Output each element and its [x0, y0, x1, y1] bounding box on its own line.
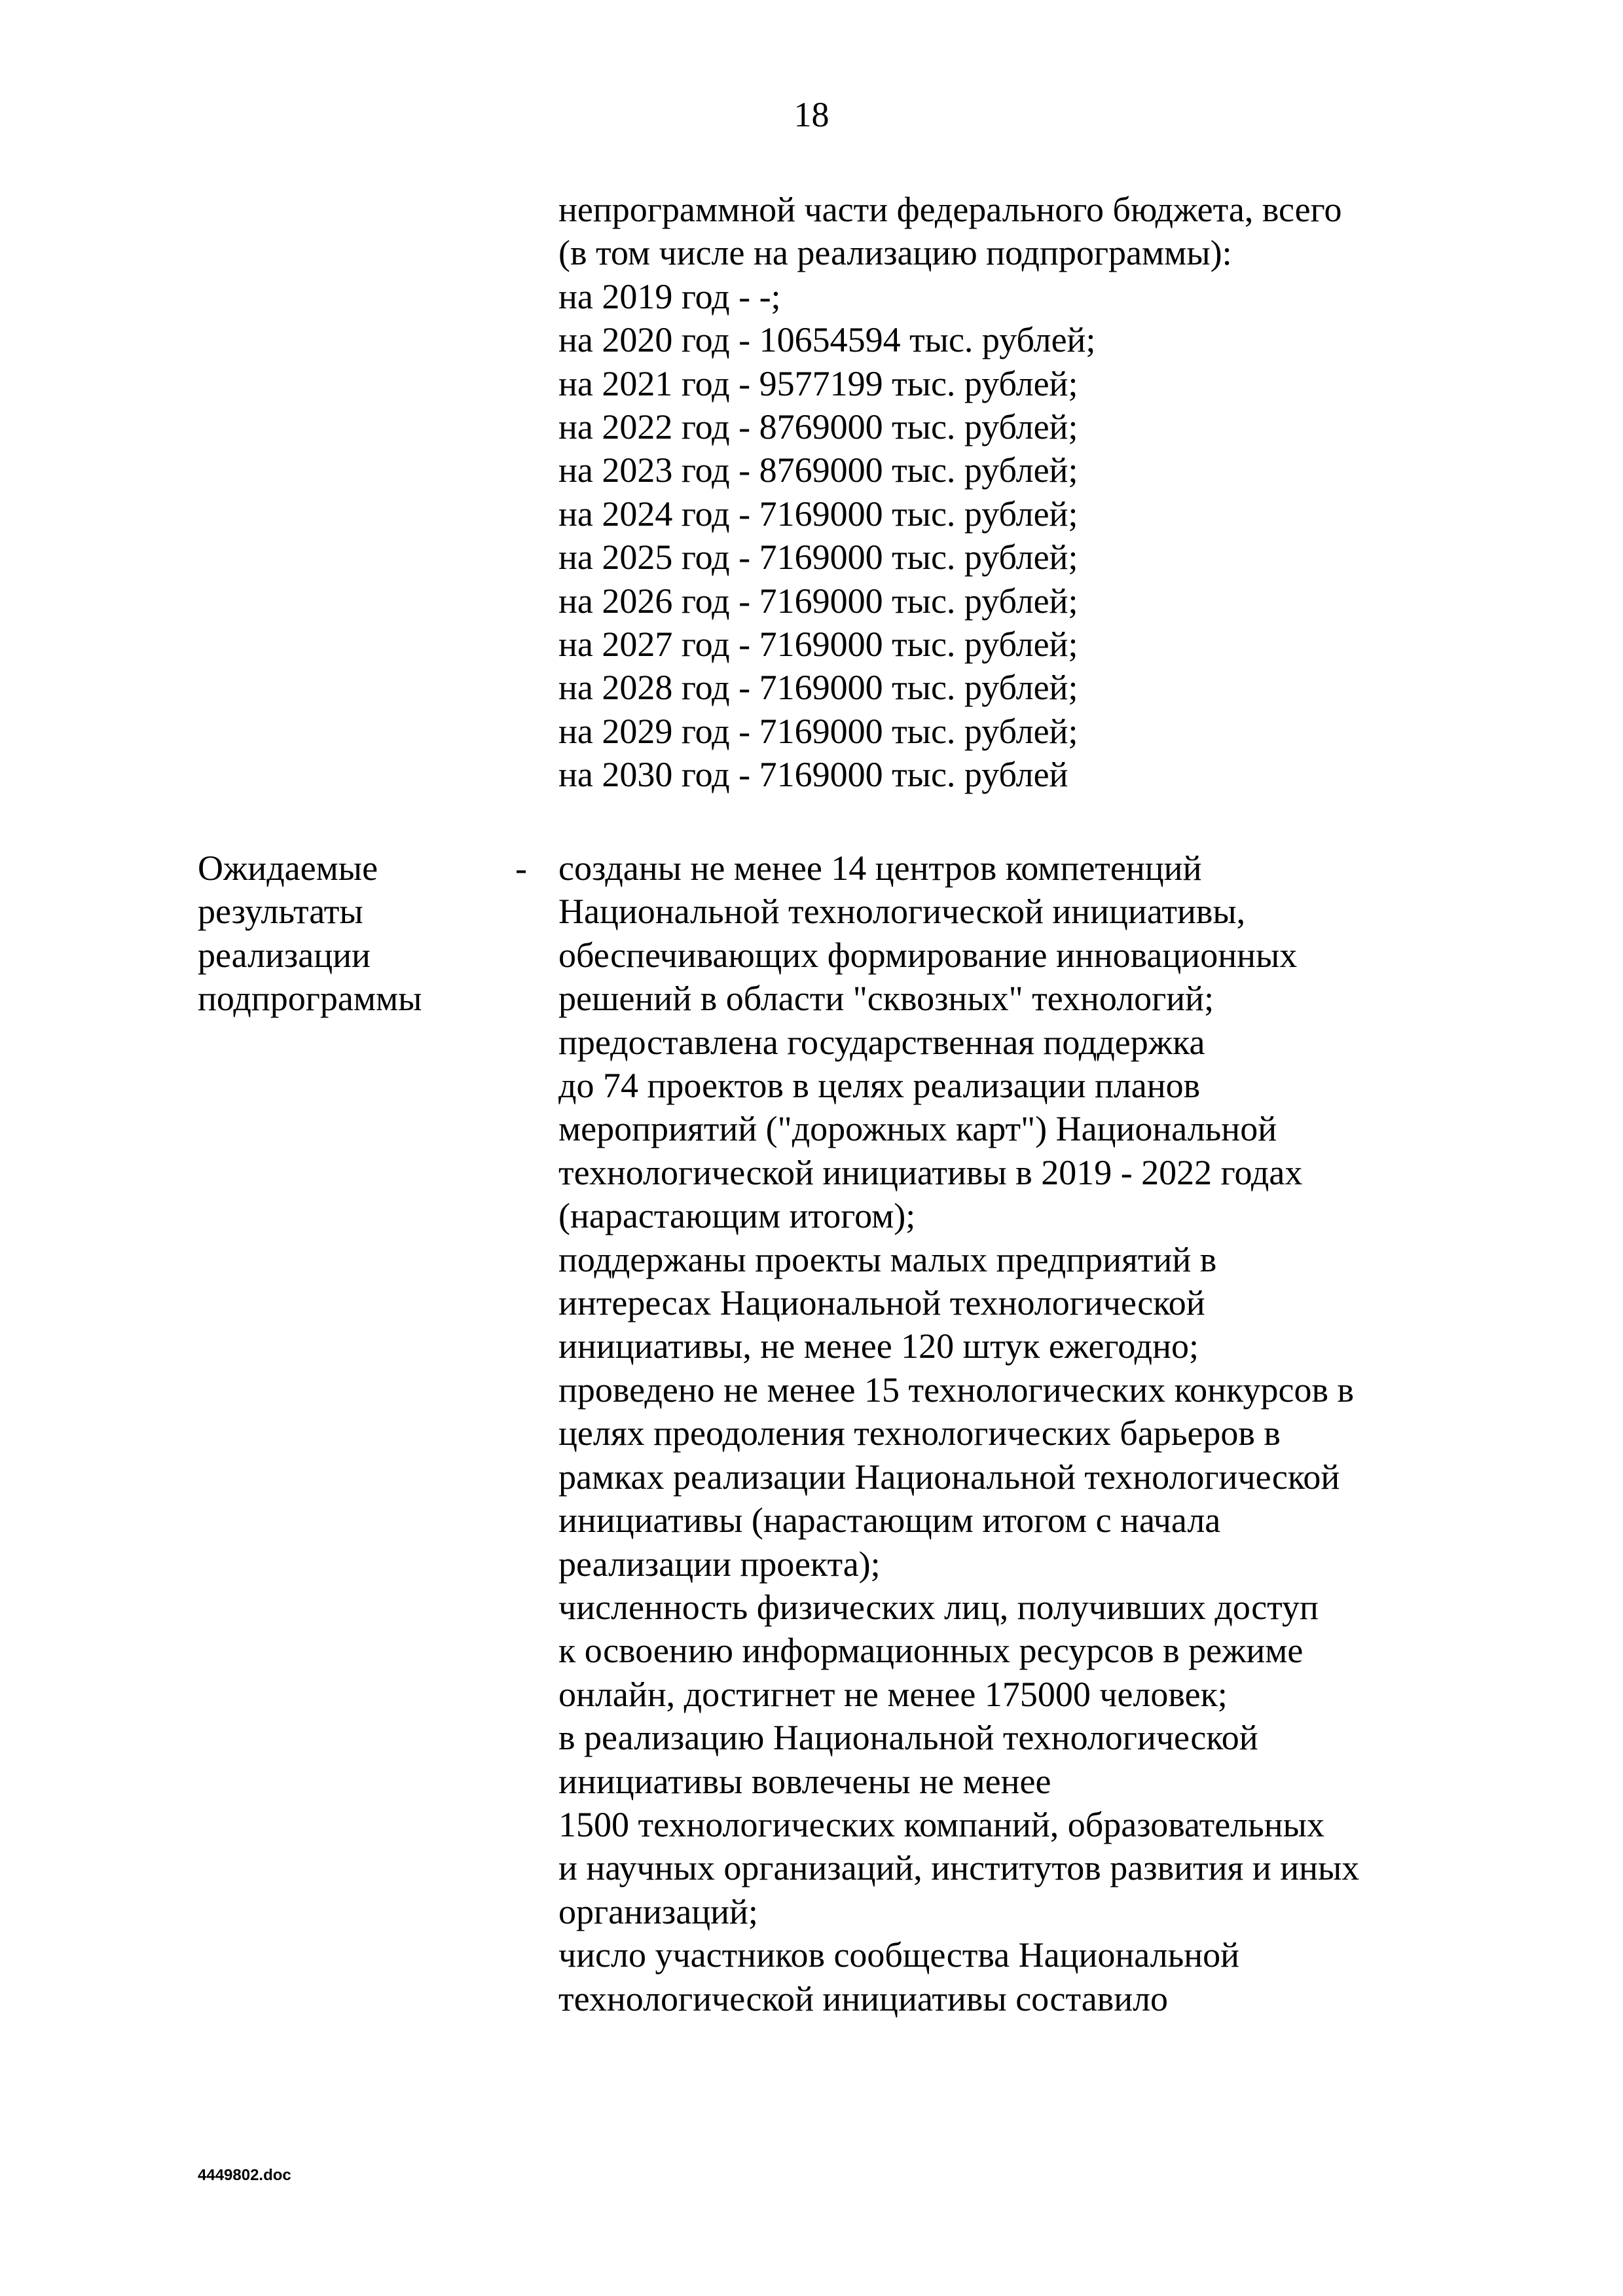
- results-label: [198, 847, 473, 1021]
- results-line: проведено не менее 15 технологических конкурсов в: [558, 1370, 1354, 1410]
- results-line: и научных организаций, институтов развития и иных: [558, 1848, 1360, 1888]
- funding-line: на 2026 год - 7169000 тыс. рублей;: [558, 581, 1078, 621]
- results-line: технологической инициативы в 2019 - 2022 годах: [558, 1152, 1303, 1192]
- funding-line: на 2020 год - 10654594 тыс. рублей;: [558, 320, 1096, 360]
- results-line: рамках реализации Национальной технологической: [558, 1457, 1340, 1497]
- funding-line: на 2025 год - 7169000 тыс. рублей;: [558, 538, 1078, 577]
- funding-line: на 2024 год - 7169000 тыс. рублей;: [558, 494, 1078, 534]
- results-line: инициативы, не менее 120 штук ежегодно;: [558, 1326, 1199, 1366]
- results-line: Национальной технологической инициативы,: [558, 892, 1246, 932]
- results-section: [558, 847, 1475, 2020]
- results-line: численность физических лиц, получивших доступ: [558, 1587, 1319, 1627]
- funding-line: на 2030 год - 7169000 тыс. рублей: [558, 755, 1068, 795]
- page-number: 18: [793, 95, 830, 134]
- funding-line: на 2019 год - -;: [558, 276, 781, 316]
- funding-line: на 2022 год - 8769000 тыс. рублей;: [558, 407, 1078, 447]
- results-label-line: подпрограммы: [198, 979, 422, 1019]
- results-line: интересах Национальной технологической: [558, 1283, 1205, 1323]
- results-line: в реализацию Национальной технологической: [558, 1718, 1258, 1758]
- funding-line: на 2027 год - 7169000 тыс. рублей;: [558, 625, 1078, 665]
- funding-line: на 2028 год - 7169000 тыс. рублей;: [558, 668, 1078, 708]
- results-line: онлайн, достигнет не менее 175000 человек;: [558, 1674, 1228, 1714]
- results-line: организаций;: [558, 1891, 758, 1931]
- document-file-name: 4449802.doc: [198, 2166, 291, 2184]
- results-dash: -: [515, 848, 527, 888]
- results-line: решений в области "сквозных" технологий;: [558, 979, 1214, 1019]
- funding-line: (в том числе на реализацию подпрограммы):: [558, 233, 1232, 273]
- funding-section: [558, 188, 1475, 797]
- results-label-line: реализации: [198, 935, 371, 975]
- results-line: реализации проекта);: [558, 1544, 881, 1584]
- results-line: 1500 технологических компаний, образовательных: [558, 1804, 1324, 1844]
- results-line: поддержаны проекты малых предприятий в: [558, 1239, 1217, 1279]
- results-line: инициативы (нарастающим итогом с начала: [558, 1501, 1221, 1540]
- results-line: к освоению информационных ресурсов в режиме: [558, 1631, 1304, 1671]
- results-line: созданы не менее 14 центров компетенций: [558, 848, 1202, 888]
- results-line: число участников сообщества Национальной: [558, 1935, 1240, 1975]
- results-line: целях преодоления технологических барьеров в: [558, 1413, 1281, 1453]
- funding-line: на 2021 год - 9577199 тыс. рублей;: [558, 363, 1078, 403]
- funding-line: на 2023 год - 8769000 тыс. рублей;: [558, 450, 1078, 490]
- results-line: предоставлена государственная поддержка: [558, 1022, 1205, 1062]
- funding-line: непрограммной части федерального бюджета, всего: [558, 190, 1342, 229]
- results-line: до 74 проектов в целях реализации планов: [558, 1066, 1201, 1106]
- funding-line: на 2029 год - 7169000 тыс. рублей;: [558, 711, 1078, 751]
- results-label-line: результаты: [198, 892, 363, 932]
- results-line: мероприятий ("дорожных карт") Национальной: [558, 1109, 1277, 1149]
- results-line: (нарастающим итогом);: [558, 1196, 916, 1236]
- results-label-line: Ожидаемые: [198, 848, 378, 888]
- results-line: обеспечивающих формирование инновационных: [558, 935, 1298, 975]
- results-line: инициативы вовлечены не менее: [558, 1761, 1051, 1801]
- results-line: технологической инициативы составило: [558, 1978, 1169, 2018]
